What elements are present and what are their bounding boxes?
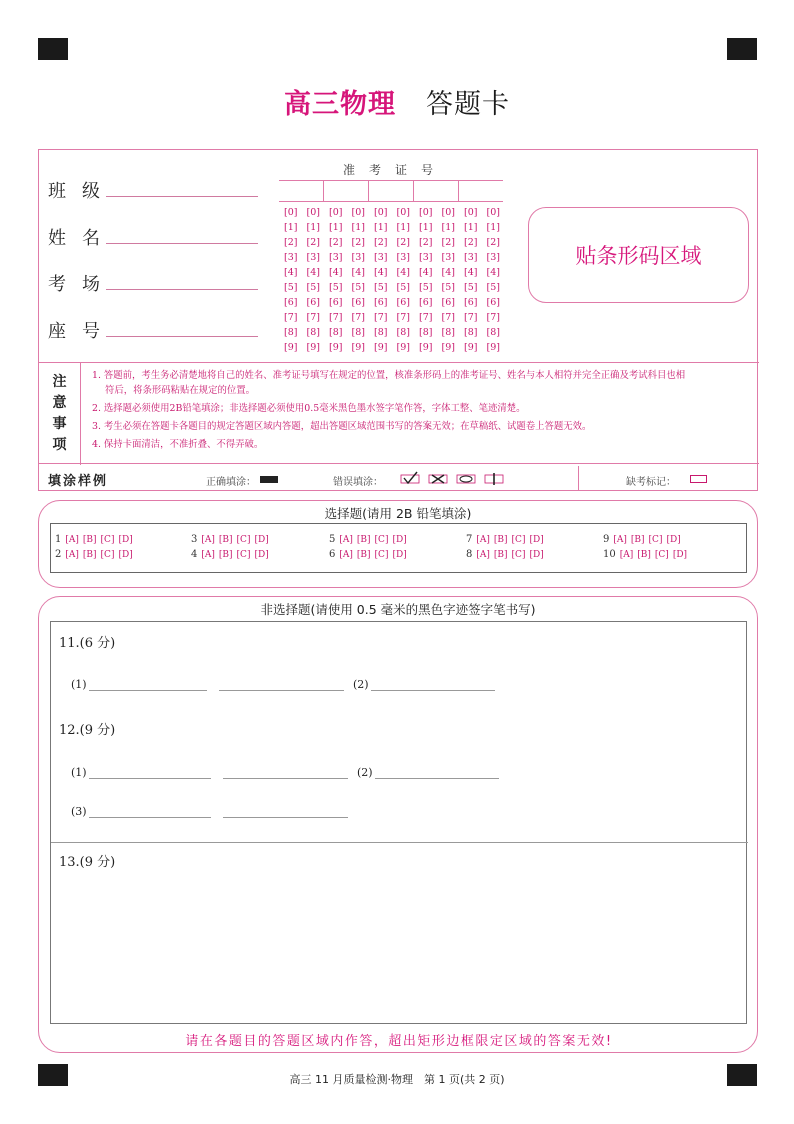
admission-digit-bubble[interactable]: [3]: [329, 252, 343, 263]
q12-blank-1[interactable]: [89, 778, 211, 779]
choice-option-bubble[interactable]: [C]: [654, 550, 669, 560]
field-input-seat[interactable]: [106, 336, 258, 337]
choice-question-3: [191, 534, 269, 545]
field-label-class: 班级: [48, 181, 116, 202]
admission-digit-bubble[interactable]: [7]: [374, 312, 388, 323]
admission-digit-bubble[interactable]: [4]: [306, 267, 320, 278]
q12-blank-3b[interactable]: [223, 817, 348, 818]
notes-section: [39, 362, 759, 464]
admission-digit-bubble[interactable]: [0]: [464, 207, 478, 218]
admission-digit-bubble[interactable]: [6]: [464, 297, 478, 308]
admission-digit-bubble[interactable]: [4]: [374, 267, 388, 278]
admission-digit-bubble[interactable]: [8]: [306, 327, 320, 338]
barcode-label: 贴条形码区域: [575, 244, 702, 268]
page-footer: 高三 11 月质量检测·物理 第 1 页(共 2 页): [289, 1073, 505, 1086]
info-section: [38, 149, 758, 491]
note-item: 2. 选择题必须使用2B铅笔填涂；非选择题必须使用0.5毫米黑色墨水签字笔作答，字体工整、笔迹清楚。: [92, 403, 526, 414]
admission-digit-bubble[interactable]: [2]: [284, 237, 298, 248]
admission-digit-bubble[interactable]: [9]: [464, 342, 478, 353]
choice-option-bubble[interactable]: [D]: [254, 550, 269, 560]
admission-cell[interactable]: [459, 181, 503, 201]
free-title: 非选择题(请使用 0.5 毫米的黑色字迹签字笔书写): [260, 602, 536, 617]
admission-digit-row: [284, 297, 509, 312]
choice-question-number: 3: [191, 534, 198, 545]
admission-digit-bubble[interactable]: [8]: [329, 327, 343, 338]
admission-digit-row: [284, 267, 509, 282]
field-input-room[interactable]: [106, 289, 258, 290]
free-response-section: [38, 596, 758, 1053]
choice-option-bubble[interactable]: [D]: [529, 550, 544, 560]
admission-digit-bubble[interactable]: [0]: [351, 207, 365, 218]
admission-digit-bubble[interactable]: [5]: [306, 282, 320, 293]
field-input-class[interactable]: [106, 196, 258, 197]
choice-question-10: [603, 549, 687, 560]
choice-question-number: 1: [55, 534, 62, 545]
admission-digit-bubble[interactable]: [1]: [351, 222, 365, 233]
admission-digit-bubble[interactable]: [8]: [464, 327, 478, 338]
choice-title: 选择题(请用 2B 铅笔填涂): [324, 506, 472, 521]
choice-option-bubble[interactable]: [A]: [65, 535, 79, 545]
admission-digit-bubble[interactable]: [9]: [306, 342, 320, 353]
choice-option-bubble[interactable]: [C]: [648, 535, 663, 545]
note-item: 符后，将条形码粘贴在规定的位置。: [105, 385, 256, 396]
title-subject: 高三物理: [284, 89, 396, 120]
admission-digit-row: [284, 342, 509, 357]
choice-option-bubble[interactable]: [A]: [201, 550, 215, 560]
admission-digit-bubble[interactable]: [3]: [464, 252, 478, 263]
choice-question-6: [329, 549, 407, 560]
admission-digit-row: [284, 312, 509, 327]
choice-option-bubble[interactable]: [A]: [339, 535, 353, 545]
question-13-label: 13.(9 分): [59, 855, 116, 870]
q11-blank-1-label: (1): [71, 678, 87, 691]
choice-section: [38, 500, 758, 588]
choice-option-bubble[interactable]: [A]: [65, 550, 79, 560]
choice-option-bubble[interactable]: [A]: [619, 550, 634, 560]
admission-digit-bubble[interactable]: [0]: [329, 207, 343, 218]
choice-option-bubble[interactable]: [C]: [511, 550, 526, 560]
wrong-fill-marks: [400, 471, 510, 487]
choice-question-9: [603, 534, 681, 545]
admission-number-boxes[interactable]: [279, 180, 503, 202]
admission-cell[interactable]: [324, 181, 369, 201]
q12-blank-1b[interactable]: [223, 778, 348, 779]
choice-option-bubble[interactable]: [B]: [630, 535, 645, 545]
page-title: [0, 82, 794, 121]
admission-digit-bubble[interactable]: [1]: [374, 222, 388, 233]
field-input-name[interactable]: [106, 243, 258, 244]
choice-answer-grid: [50, 523, 747, 573]
choice-option-bubble[interactable]: [B]: [356, 550, 371, 560]
note-item: 1. 答题前，考生务必清楚地将自己的姓名、准考证号填写在规定的位置，核准条形码上的准考证号、姓名与本人相符并完全正确及考试科目也相: [92, 370, 686, 381]
choice-option-bubble[interactable]: [B]: [637, 550, 651, 560]
admission-digit-bubble[interactable]: [7]: [464, 312, 478, 323]
admission-digit-bubble[interactable]: [6]: [374, 297, 388, 308]
choice-question-number: 8: [466, 549, 473, 560]
free-answer-area: [50, 621, 747, 1024]
choice-question-number: 10: [603, 549, 616, 560]
admission-digit-bubble[interactable]: [1]: [284, 222, 298, 233]
choice-option-bubble[interactable]: [B]: [218, 550, 233, 560]
choice-option-bubble[interactable]: [C]: [236, 535, 251, 545]
admission-digit-bubble[interactable]: [7]: [284, 312, 298, 323]
correct-fill-mark: [260, 476, 278, 483]
admission-digit-bubble[interactable]: [8]: [351, 327, 365, 338]
admission-digit-row: [284, 282, 509, 297]
admission-digit-bubble[interactable]: [9]: [374, 342, 388, 353]
admission-digit-row: [284, 207, 509, 222]
choice-option-bubble[interactable]: [B]: [493, 535, 508, 545]
admission-digit-bubble[interactable]: [2]: [464, 237, 478, 248]
admission-digit-bubble[interactable]: [1]: [329, 222, 343, 233]
field-label-seat: 座号: [48, 321, 116, 342]
choice-option-bubble[interactable]: [D]: [666, 535, 681, 545]
sample-divider: [578, 466, 579, 491]
admission-digit-row: [284, 237, 509, 252]
choice-option-bubble[interactable]: [D]: [392, 550, 407, 560]
admission-digit-bubble[interactable]: [2]: [306, 237, 320, 248]
admission-digit-row: [284, 327, 509, 342]
notes-list: [92, 368, 754, 452]
q12-blank-2[interactable]: [375, 778, 499, 779]
choice-question-8: [466, 549, 544, 560]
q11-blank-1[interactable]: [89, 690, 207, 691]
admission-digit-bubble[interactable]: [2]: [374, 237, 388, 248]
q11-blank-1b[interactable]: [219, 690, 344, 691]
notes-heading-char: 注: [52, 374, 67, 390]
boundary-warning: 请在各题目的答题区域内作答，超出矩形边框限定区域的答案无效!: [185, 1034, 613, 1049]
admission-digit-bubble[interactable]: [1]: [419, 222, 433, 233]
choice-option-bubble[interactable]: [C]: [511, 535, 526, 545]
section-separator: [51, 842, 748, 843]
admission-digit-bubble[interactable]: [4]: [351, 267, 365, 278]
admission-digit-bubble[interactable]: [4]: [419, 267, 433, 278]
notes-heading-char: 项: [52, 437, 67, 453]
admission-digit-bubble[interactable]: [1]: [396, 222, 410, 233]
admission-cell[interactable]: [414, 181, 459, 201]
admission-digit-bubble[interactable]: [5]: [329, 282, 343, 293]
admission-bubble-grid[interactable]: [284, 207, 509, 357]
admission-digit-bubble[interactable]: [8]: [486, 327, 500, 338]
admission-digit-bubble[interactable]: [7]: [419, 312, 433, 323]
choice-option-bubble[interactable]: [B]: [356, 535, 371, 545]
choice-question-7: [466, 534, 544, 545]
admission-digit-bubble[interactable]: [3]: [486, 252, 500, 263]
admission-digit-bubble[interactable]: [6]: [441, 297, 455, 308]
choice-option-bubble[interactable]: [A]: [476, 550, 490, 560]
admission-digit-bubble[interactable]: [5]: [396, 282, 410, 293]
admission-digit-bubble[interactable]: [0]: [306, 207, 320, 218]
admission-digit-bubble[interactable]: [1]: [486, 222, 500, 233]
admission-digit-bubble[interactable]: [0]: [284, 207, 298, 218]
choice-option-bubble[interactable]: [D]: [118, 535, 133, 545]
admission-digit-bubble[interactable]: [1]: [464, 222, 478, 233]
choice-question-2: [55, 549, 133, 560]
admission-digit-bubble[interactable]: [5]: [486, 282, 500, 293]
admission-digit-bubble[interactable]: [7]: [351, 312, 365, 323]
admission-digit-bubble[interactable]: [0]: [441, 207, 455, 218]
admission-digit-bubble[interactable]: [4]: [284, 267, 298, 278]
admission-digit-bubble[interactable]: [7]: [329, 312, 343, 323]
choice-option-bubble[interactable]: [C]: [374, 550, 389, 560]
corner-mark-top-right: [727, 38, 757, 60]
admission-digit-bubble[interactable]: [6]: [351, 297, 365, 308]
admission-digit-bubble[interactable]: [3]: [374, 252, 388, 263]
admission-digit-bubble[interactable]: [8]: [374, 327, 388, 338]
choice-option-bubble[interactable]: [C]: [374, 535, 389, 545]
absent-mark-box[interactable]: [690, 475, 707, 483]
choice-option-bubble[interactable]: [D]: [254, 535, 269, 545]
admission-digit-row: [284, 222, 509, 237]
admission-digit-bubble[interactable]: [2]: [486, 237, 500, 248]
field-label-room: 考场: [48, 274, 116, 295]
admission-digit-bubble[interactable]: [3]: [441, 252, 455, 263]
admission-cell[interactable]: [279, 181, 324, 201]
notes-heading-char: 事: [52, 416, 67, 432]
choice-option-bubble[interactable]: [A]: [339, 550, 353, 560]
q12-blank-3[interactable]: [89, 817, 211, 818]
q11-blank-2-label: (2): [353, 678, 369, 691]
admission-digit-bubble[interactable]: [0]: [486, 207, 500, 218]
admission-digit-bubble[interactable]: [4]: [464, 267, 478, 278]
admission-digit-bubble[interactable]: [2]: [441, 237, 455, 248]
choice-option-bubble[interactable]: [B]: [82, 550, 97, 560]
admission-digit-bubble[interactable]: [8]: [419, 327, 433, 338]
admission-digit-bubble[interactable]: [9]: [284, 342, 298, 353]
choice-question-number: 6: [329, 549, 336, 560]
admission-digit-bubble[interactable]: [0]: [419, 207, 433, 218]
choice-option-bubble[interactable]: [A]: [613, 535, 627, 545]
admission-digit-bubble[interactable]: [7]: [441, 312, 455, 323]
choice-option-bubble[interactable]: [C]: [236, 550, 251, 560]
correct-fill-label: 正确填涂：: [206, 477, 256, 488]
choice-option-bubble[interactable]: [B]: [218, 535, 233, 545]
note-item: 3. 考生必须在答题卡各题目的规定答题区域内答题，超出答题区域范围书写的答案无效；在草稿纸、试题卷上答题无效。: [92, 421, 592, 432]
admission-digit-bubble[interactable]: [6]: [329, 297, 343, 308]
corner-mark-top-left: [38, 38, 68, 60]
title-card: 答题卡: [426, 89, 510, 120]
admission-digit-bubble[interactable]: [2]: [351, 237, 365, 248]
admission-digit-bubble[interactable]: [2]: [419, 237, 433, 248]
fill-sample-row: [39, 464, 759, 491]
admission-digit-bubble[interactable]: [3]: [419, 252, 433, 263]
admission-digit-bubble[interactable]: [5]: [464, 282, 478, 293]
admission-digit-bubble[interactable]: [5]: [419, 282, 433, 293]
choice-option-bubble[interactable]: [D]: [118, 550, 133, 560]
admission-digit-bubble[interactable]: [9]: [419, 342, 433, 353]
admission-digit-bubble[interactable]: [0]: [374, 207, 388, 218]
admission-digit-bubble[interactable]: [7]: [396, 312, 410, 323]
admission-digit-bubble[interactable]: [8]: [441, 327, 455, 338]
admission-digit-bubble[interactable]: [3]: [396, 252, 410, 263]
admission-digit-bubble[interactable]: [3]: [306, 252, 320, 263]
admission-digit-bubble[interactable]: [6]: [396, 297, 410, 308]
admission-digit-bubble[interactable]: [6]: [284, 297, 298, 308]
admission-digit-bubble[interactable]: [5]: [374, 282, 388, 293]
q12-blank-1-label: (1): [71, 766, 87, 779]
choice-option-bubble[interactable]: [D]: [672, 550, 688, 560]
choice-option-bubble[interactable]: [D]: [529, 535, 544, 545]
admission-digit-bubble[interactable]: [3]: [351, 252, 365, 263]
choice-question-1: [55, 534, 133, 545]
choice-question-number: 4: [191, 549, 198, 560]
note-item: 4. 保持卡面清洁，不准折叠、不得弄破。: [92, 439, 264, 450]
choice-question-5: [329, 534, 407, 545]
barcode-area: [528, 207, 749, 303]
choice-question-number: 9: [603, 534, 610, 545]
admission-digit-bubble[interactable]: [8]: [396, 327, 410, 338]
wrong-fill-label: 错误填涂：: [333, 477, 383, 488]
q12-blank-2-label: (2): [357, 766, 373, 779]
admission-digit-bubble[interactable]: [8]: [284, 327, 298, 338]
admission-digit-bubble[interactable]: [9]: [486, 342, 500, 353]
choice-question-number: 7: [466, 534, 473, 545]
admission-digit-bubble[interactable]: [9]: [396, 342, 410, 353]
admission-digit-bubble[interactable]: [6]: [419, 297, 433, 308]
question-12-label: 12.(9 分): [59, 723, 116, 738]
choice-option-bubble[interactable]: [C]: [100, 535, 115, 545]
admission-digit-bubble[interactable]: [1]: [441, 222, 455, 233]
choice-question-number: 5: [329, 534, 336, 545]
absent-mark-label: 缺考标记：: [626, 477, 676, 488]
admission-digit-bubble[interactable]: [2]: [329, 237, 343, 248]
admission-digit-bubble[interactable]: [9]: [441, 342, 455, 353]
choice-option-bubble[interactable]: [D]: [392, 535, 407, 545]
admission-digit-bubble[interactable]: [4]: [396, 267, 410, 278]
admission-digit-bubble[interactable]: [9]: [351, 342, 365, 353]
admission-digit-bubble[interactable]: [7]: [306, 312, 320, 323]
q12-blank-3-label: (3): [71, 805, 87, 818]
admission-digit-bubble[interactable]: [5]: [441, 282, 455, 293]
admission-digit-bubble[interactable]: [9]: [329, 342, 343, 353]
notes-heading-char: 意: [52, 395, 67, 411]
admission-cell[interactable]: [369, 181, 414, 201]
admission-digit-bubble[interactable]: [3]: [284, 252, 298, 263]
choice-option-bubble[interactable]: [A]: [201, 535, 215, 545]
admission-digit-bubble[interactable]: [1]: [306, 222, 320, 233]
admission-digit-bubble[interactable]: [6]: [306, 297, 320, 308]
admission-digit-bubble[interactable]: [7]: [486, 312, 500, 323]
choice-option-bubble[interactable]: [A]: [476, 535, 490, 545]
choice-option-bubble[interactable]: [C]: [100, 550, 115, 560]
choice-question-number: 2: [55, 549, 62, 560]
admission-number-title: 准考证号: [343, 163, 448, 177]
field-label-name: 姓名: [48, 228, 116, 249]
choice-option-bubble[interactable]: [B]: [493, 550, 508, 560]
question-11-label: 11.(6 分): [59, 636, 116, 651]
q11-blank-2[interactable]: [371, 690, 495, 691]
admission-digit-row: [284, 252, 509, 267]
admission-digit-bubble[interactable]: [5]: [351, 282, 365, 293]
admission-digit-bubble[interactable]: [0]: [396, 207, 410, 218]
admission-digit-bubble[interactable]: [4]: [486, 267, 500, 278]
admission-digit-bubble[interactable]: [6]: [486, 297, 500, 308]
fill-sample-label: 填涂样例: [48, 474, 109, 489]
notes-heading: [39, 363, 81, 465]
admission-digit-bubble[interactable]: [2]: [396, 237, 410, 248]
admission-digit-bubble[interactable]: [4]: [441, 267, 455, 278]
admission-digit-bubble[interactable]: [4]: [329, 267, 343, 278]
choice-option-bubble[interactable]: [B]: [82, 535, 97, 545]
admission-digit-bubble[interactable]: [5]: [284, 282, 298, 293]
choice-question-4: [191, 549, 269, 560]
